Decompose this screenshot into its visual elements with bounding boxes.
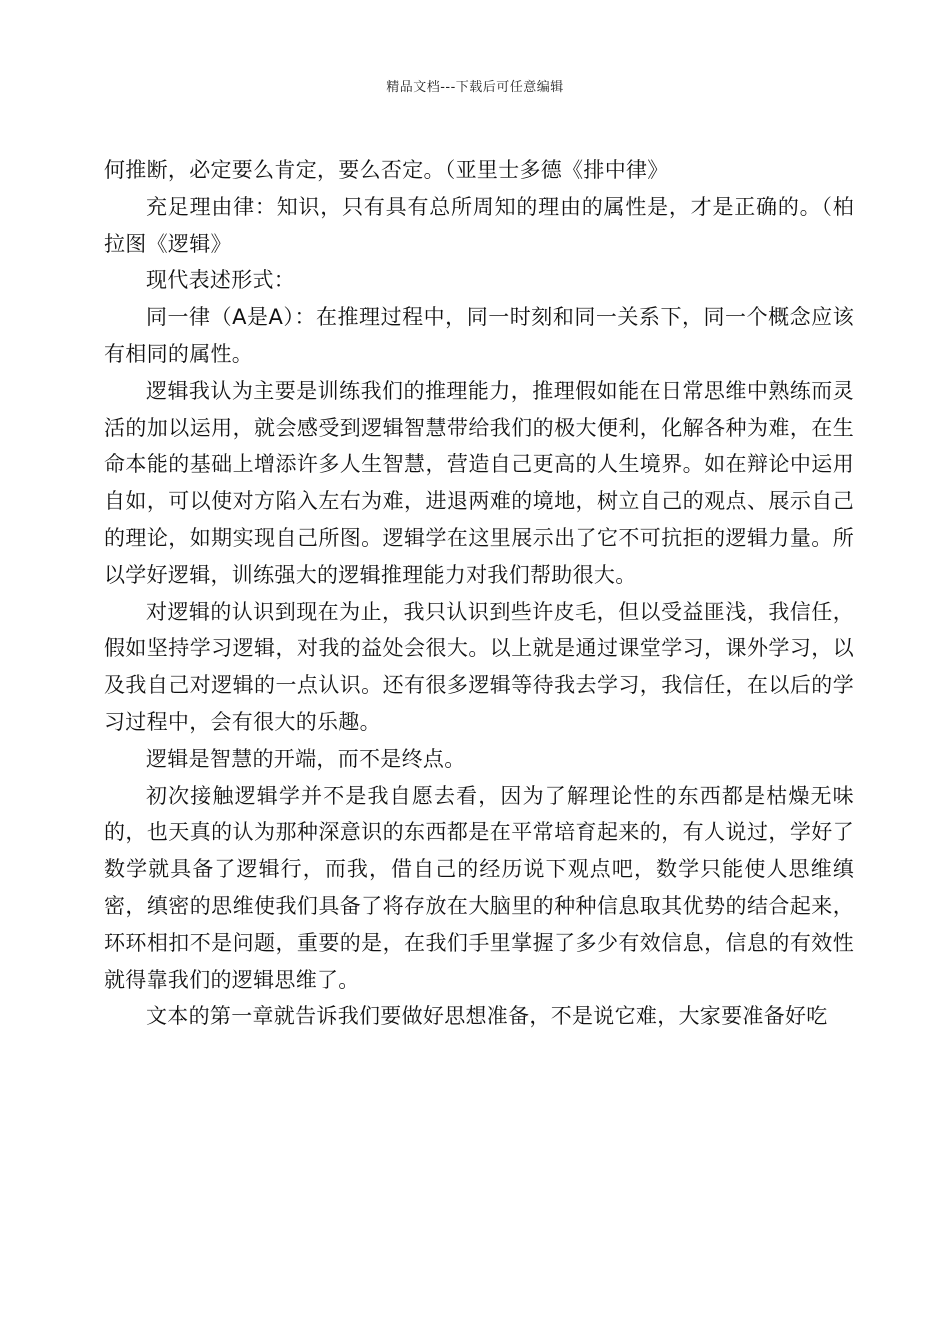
paragraph-logic-training: 逻辑我认为主要是训练我们的推理能力，推理假如能在日常思维中熟练而灵活的加以运用，就会感受到逻辑智慧带给我们的极大便利，化解各种为难，在生命本能的基础上增添许多人生智慧，营造自己更高的人生境界。如在辩论中运用自如，可以使对方陷入左右为难，进退两难的境地，树立自己的观点、展示自己的理论，如期实现自己所图。逻辑学在这里展示出了它不可抗拒的逻辑力量。所以学好逻辑，训练强大的逻辑推理能力对我们帮助很大。 [104,378,854,587]
paragraph-identity-law: 同一律（A是A）：在推理过程中，同一时刻和同一关系下，同一个概念应该有相同的属性。 [104,305,854,366]
paragraph-sufficient-reason: 充足理由律：知识，只有具有总所周知的理由的属性是，才是正确的。（柏拉图《逻辑》 [104,194,854,256]
paragraph-understanding: 对逻辑的认识到现在为止，我只认识到些许皮毛，但以受益匪浅，我信任，假如坚持学习逻辑，对我的益处会很大。以上就是通过课堂学习，课外学习，以及我自己对逻辑的一点认识。还有很多逻辑等待我去学习，我信任，在以后的学习过程中，会有很大的乐趣。 [104,599,854,734]
document-body [104,152,854,1035]
paragraph-modern-forms: 现代表述形式： [146,268,296,293]
page-header: 精品文档---下载后可任意编辑 [386,80,564,95]
paragraph-first-contact: 初次接触逻辑学并不是我自愿去看，因为了解理论性的东西都是枯燥无味的，也天真的认为那种深意识的东西都是在平常培育起来的，有人说过，学好了数学就具备了逻辑行，而我，借自己的经历说下观点吧，数学只能使人思维缜密，缜密的思维使我们具备了将存放在大脑里的种种信息取其优势的结合起来，环环相扣不是问题，重要的是，在我们手里掌握了多少有效信息，信息的有效性就得靠我们的逻辑思维了。 [104,783,854,992]
paragraph-wisdom-beginning: 逻辑是智慧的开端，而不是终点。 [146,746,466,771]
paragraph-continuation: 何推断，必定要么肯定，要么否定。（亚里士多德《排中律》 [104,158,669,182]
paragraph-chapter-one: 文本的第一章就告诉我们要做好思想准备，不是说它难，大家要准备好吃 [146,1004,828,1029]
